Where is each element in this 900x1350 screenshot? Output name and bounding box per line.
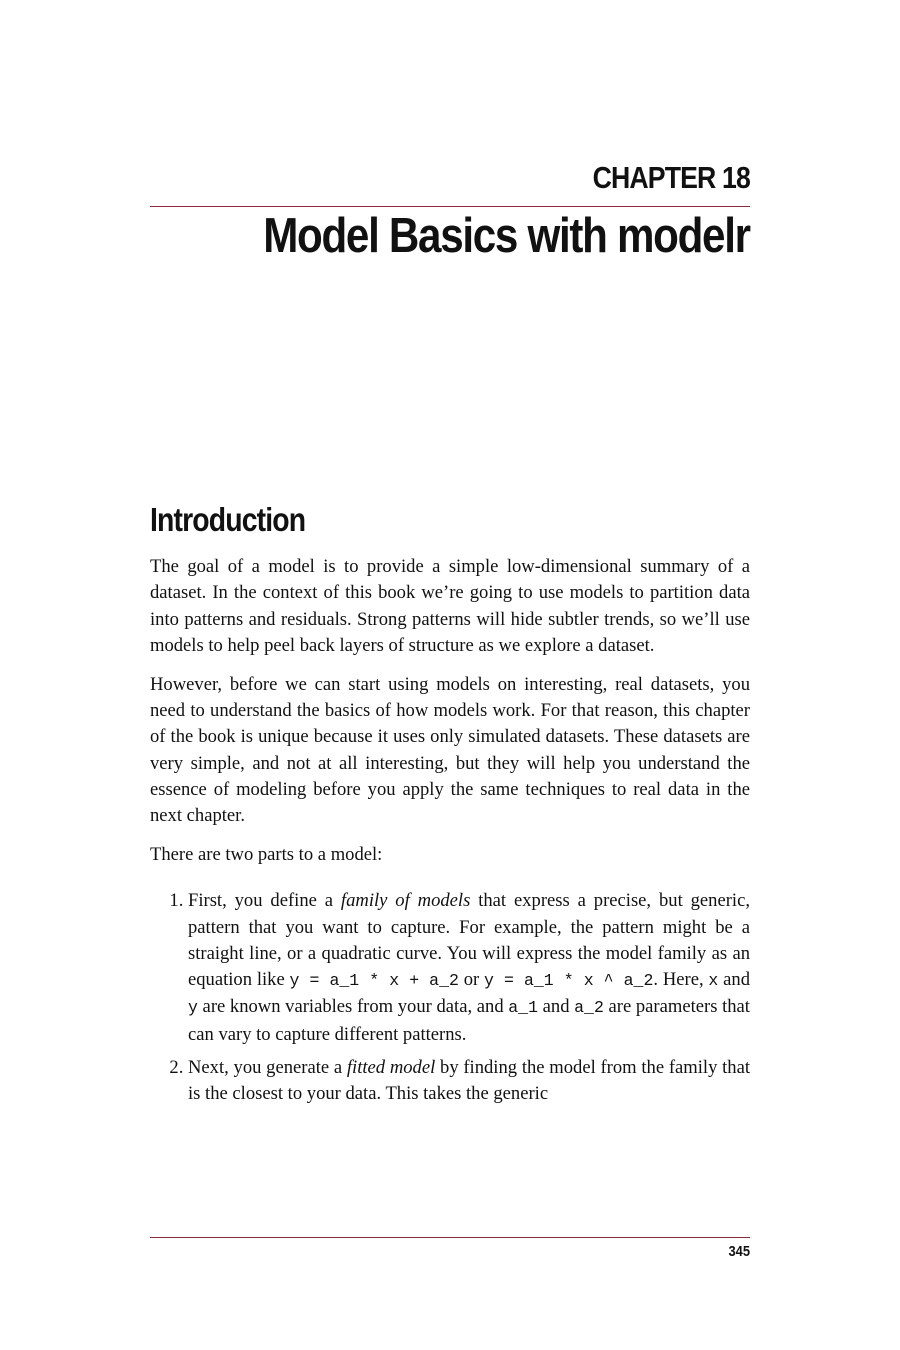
- list-text: or: [458, 969, 485, 991]
- list-text: are known variables from your data, and: [197, 996, 509, 1018]
- chapter-label: CHAPTER 18: [592, 160, 750, 195]
- code-param-a1: a_1: [508, 998, 538, 1018]
- page-number: 345: [728, 1243, 750, 1260]
- list-text: are parameters that can vary to capture different patterns.: [188, 996, 750, 1045]
- body-text: [150, 554, 750, 1115]
- term-fitted-model: fitted model: [346, 1057, 436, 1079]
- code-var-y: y: [188, 998, 198, 1018]
- model-parts-list: [150, 888, 750, 1107]
- term-family-of-models: family of models: [340, 890, 471, 912]
- list-text: that express a precise, but generic, pattern that you want to capture. For example, the pattern might be a straight line, or a quadratic curve. You will express the model family as an equation like: [188, 890, 750, 991]
- chapter-title: Model Basics with modelr: [263, 209, 750, 263]
- list-item: [188, 1055, 750, 1108]
- footer-rule: [150, 1237, 750, 1238]
- list-text: First, you define a: [188, 890, 341, 912]
- chapter-rule: [150, 206, 750, 207]
- paragraph-intro: The goal of a model is to provide a simple low-dimensional summary of a dataset. In the context of this book we’re going to use models to partition data into patterns and residuals. Strong patterns will hide subtler trends, so we’ll use models to help peel back layers of structure as we explore a dataset.: [150, 556, 750, 656]
- code-param-a2: a_2: [574, 998, 604, 1018]
- paragraph-two-parts: There are two parts to a model:: [150, 843, 383, 865]
- list-text: Next, you generate a: [188, 1057, 347, 1079]
- code-equation-linear: y = a_1 * x + a_2: [289, 971, 459, 991]
- paragraph-simulated: However, before we can start using models on interesting, real datasets, you need to understand the basics of how models work. For that reason, this chapter of the book is unique because it uses only simulated datasets. These datasets are very simple, and not at all interesting, but they will help you understand the essence of modeling before you apply the same techniques to real data in the next chapter.: [150, 673, 750, 827]
- code-var-x: x: [708, 971, 719, 991]
- list-item: [188, 888, 750, 1048]
- list-text: and: [718, 969, 750, 991]
- code-equation-power: y = a_1 * x ^ a_2: [484, 971, 654, 991]
- list-text: by finding the model from the family that is the closest to your data. This takes the generic: [188, 1057, 750, 1105]
- section-heading: Introduction: [150, 501, 306, 538]
- list-text: and: [537, 996, 575, 1018]
- list-text: . Here,: [653, 969, 709, 991]
